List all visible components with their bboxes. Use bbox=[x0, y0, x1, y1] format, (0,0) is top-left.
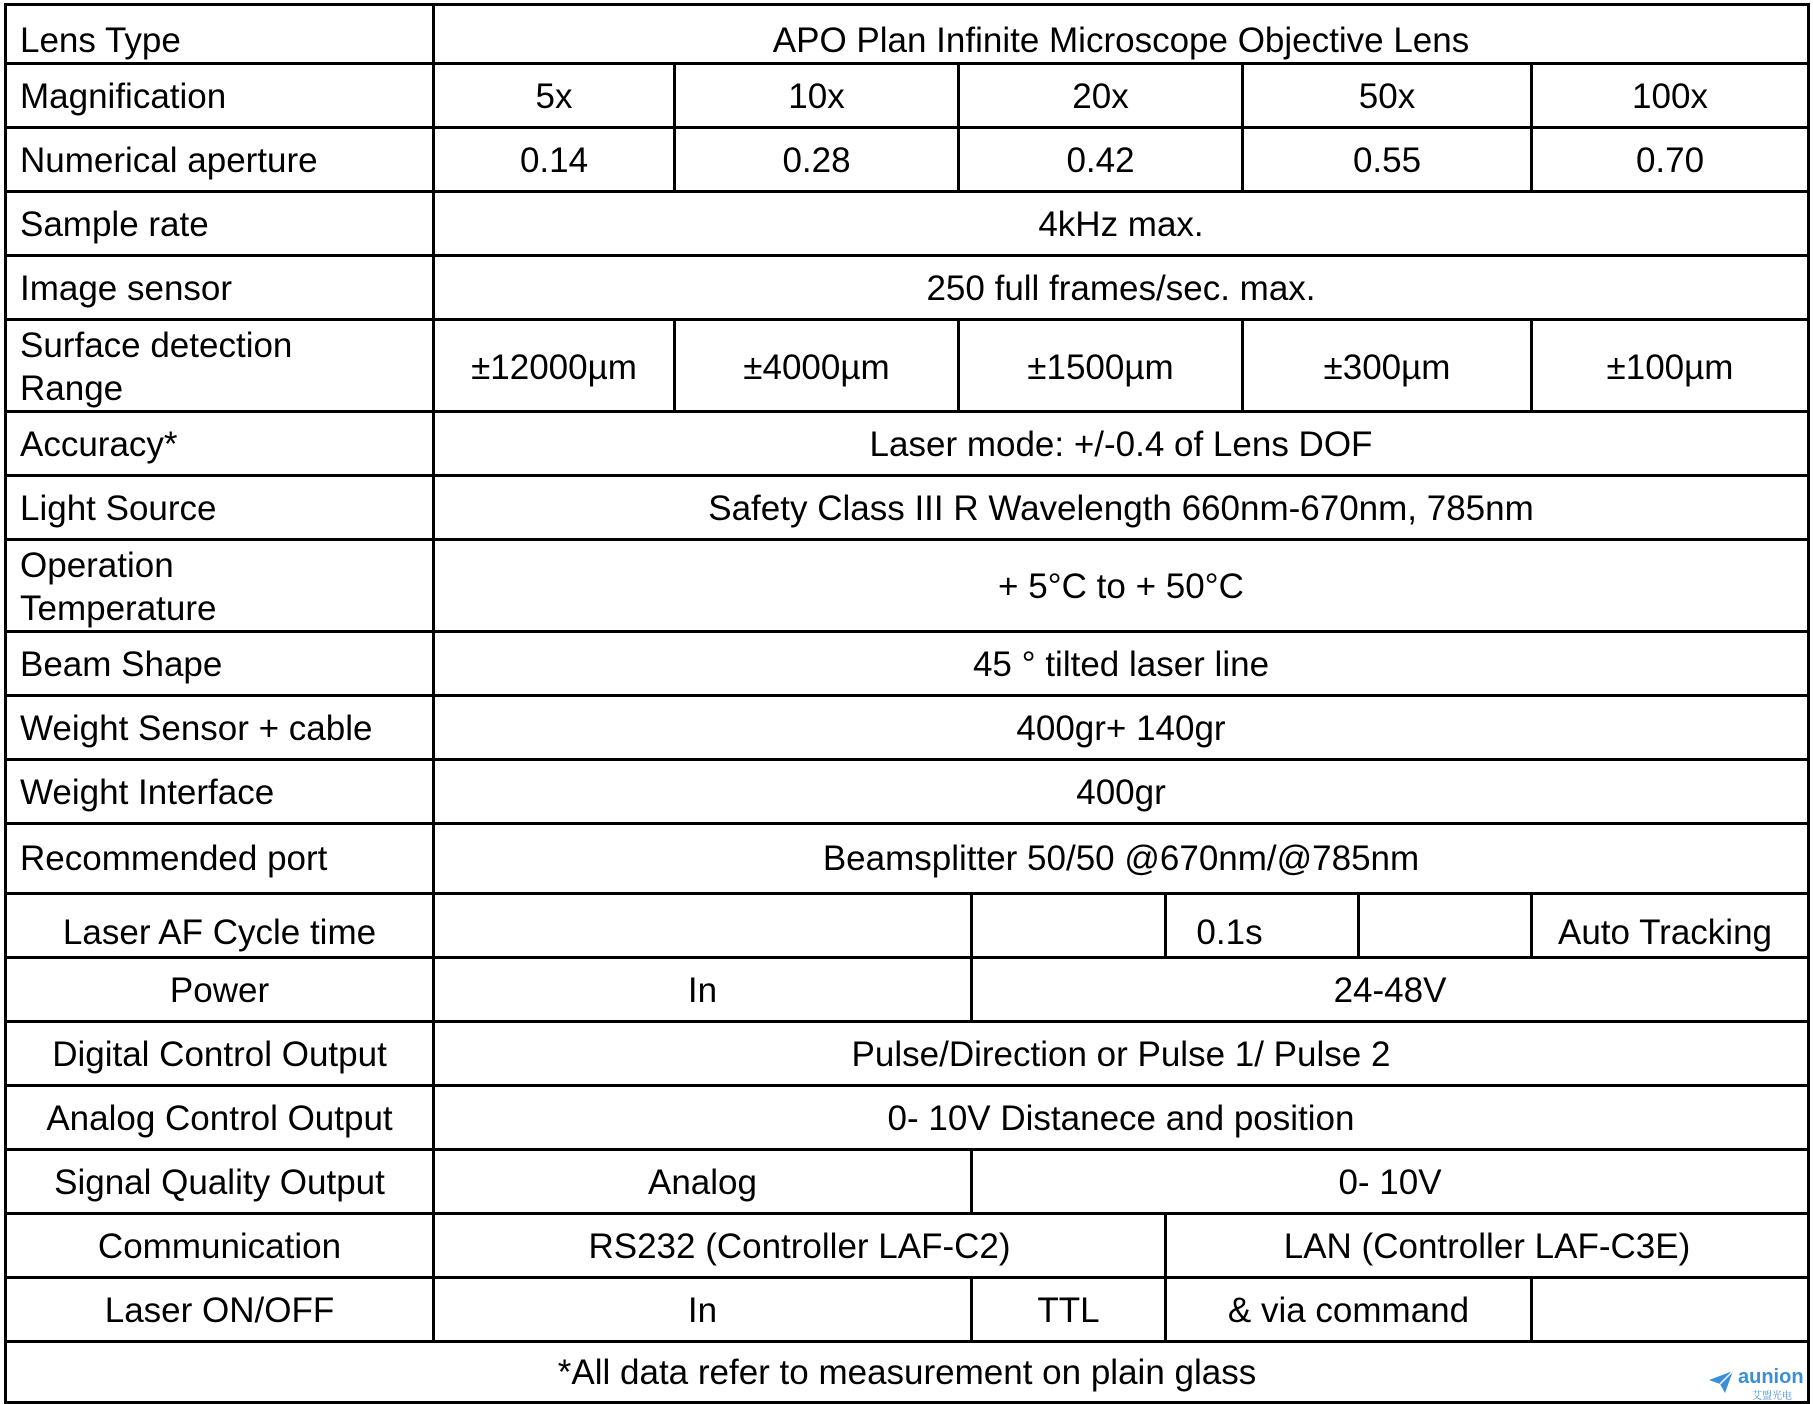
rule-h bbox=[4, 254, 1810, 257]
value-weight-sensor: 400gr+ 140gr bbox=[1016, 709, 1226, 748]
rule-h bbox=[4, 126, 1810, 129]
value-sample-rate: 4kHz max. bbox=[1038, 205, 1204, 244]
label-numerical-aperture: Numerical aperture bbox=[20, 141, 318, 180]
rule-h bbox=[4, 694, 1810, 697]
label-operation-temperature-line1: Operation bbox=[20, 546, 174, 585]
value-power: 24-48V bbox=[1333, 971, 1447, 1010]
value-range-5x: ±12000µm bbox=[471, 348, 637, 387]
rule-h bbox=[4, 892, 1810, 895]
label-analog-control: Analog Control Output bbox=[46, 1099, 393, 1138]
rule-h bbox=[4, 3, 1810, 6]
label-surface-detection-line2: Range bbox=[20, 369, 124, 408]
rule-h bbox=[4, 758, 1810, 761]
value-laser-af-mode: Auto Tracking bbox=[1558, 913, 1772, 952]
rule-h bbox=[4, 1276, 1810, 1279]
label-laser-af-cycle: Laser AF Cycle time bbox=[62, 913, 377, 952]
rule-v bbox=[1807, 3, 1810, 1404]
value-laser-on-off-command: & via command bbox=[1227, 1291, 1470, 1330]
value-weight-interface: 400gr bbox=[1076, 773, 1166, 812]
value-na-20x: 0.42 bbox=[1066, 141, 1135, 180]
value-light-source: Safety Class III R Wavelength 660nm-670nm, 785nm bbox=[708, 489, 1534, 528]
label-communication: Communication bbox=[97, 1227, 342, 1266]
value-range-50x: ±300µm bbox=[1323, 348, 1451, 387]
value-signal-quality: 0- 10V bbox=[1338, 1163, 1442, 1202]
value-recommended-port: Beamsplitter 50/50 @670nm/@785nm bbox=[822, 839, 1420, 878]
rule-v bbox=[1530, 892, 1533, 959]
value-na-50x: 0.55 bbox=[1352, 141, 1422, 180]
rule-h bbox=[4, 62, 1810, 65]
value-na-10x: 0.28 bbox=[782, 141, 851, 180]
rule-h bbox=[4, 538, 1810, 541]
value-communication-lan: LAN (Controller LAF-C3E) bbox=[1283, 1227, 1691, 1266]
label-beam-shape: Beam Shape bbox=[20, 645, 223, 684]
value-image-sensor: 250 full frames/sec. max. bbox=[926, 269, 1316, 308]
logo-subtitle-text: 艾盟光电 bbox=[1752, 1391, 1792, 1402]
value-magnification-5x: 5x bbox=[535, 77, 573, 116]
brand-logo bbox=[1708, 1366, 1808, 1402]
label-laser-on-off: Laser ON/OFF bbox=[104, 1291, 335, 1330]
label-operation-temperature-line2: Temperature bbox=[20, 589, 217, 628]
rule-h bbox=[4, 1148, 1810, 1151]
rule-h bbox=[4, 1212, 1810, 1215]
rule-h bbox=[4, 822, 1810, 825]
value-laser-af-cycle: 0.1s bbox=[1196, 913, 1263, 952]
rule-h bbox=[4, 1084, 1810, 1087]
label-weight-sensor: Weight Sensor + cable bbox=[20, 709, 373, 748]
value-digital-control: Pulse/Direction or Pulse 1/ Pulse 2 bbox=[851, 1035, 1391, 1074]
rule-h bbox=[4, 318, 1810, 321]
label-magnification: Magnification bbox=[20, 77, 227, 116]
value-na-100x: 0.70 bbox=[1635, 141, 1705, 180]
paper-plane-icon bbox=[1708, 1370, 1734, 1394]
value-beam-shape: 45 ° tilted laser line bbox=[972, 645, 1270, 684]
label-signal-quality: Signal Quality Output bbox=[54, 1163, 385, 1202]
rule-v bbox=[1530, 1276, 1533, 1343]
value-analog-control: 0- 10V Distanece and position bbox=[887, 1099, 1355, 1138]
value-operation-temperature: + 5°C to + 50°C bbox=[998, 567, 1244, 606]
value-range-100x: ±100µm bbox=[1606, 348, 1734, 387]
rule-h bbox=[4, 190, 1810, 193]
rule-h bbox=[4, 1020, 1810, 1023]
value-communication-rs232: RS232 (Controller LAF-C2) bbox=[588, 1227, 1011, 1266]
value-accuracy: Laser mode: +/-0.4 of Lens DOF bbox=[869, 425, 1373, 464]
rule-h bbox=[4, 1340, 1810, 1343]
logo-brand-text: aunion bbox=[1738, 1366, 1804, 1388]
rule-h bbox=[4, 474, 1810, 477]
value-signal-quality-type: Analog bbox=[648, 1163, 757, 1202]
value-magnification-20x: 20x bbox=[1072, 77, 1129, 116]
label-image-sensor: Image sensor bbox=[20, 269, 233, 308]
value-na-5x: 0.14 bbox=[519, 141, 589, 180]
rule-h bbox=[4, 410, 1810, 413]
value-lens-type: APO Plan Infinite Microscope Objective Lens bbox=[772, 21, 1470, 60]
value-magnification-10x: 10x bbox=[788, 77, 845, 116]
value-laser-on-off-in: In bbox=[687, 1291, 718, 1330]
rule-v bbox=[1357, 892, 1360, 959]
label-surface-detection-line1: Surface detection bbox=[20, 326, 293, 365]
rule-h bbox=[4, 630, 1810, 633]
label-recommended-port: Recommended port bbox=[20, 839, 328, 878]
value-power-in: In bbox=[687, 971, 718, 1010]
value-laser-on-off-ttl: TTL bbox=[1037, 1291, 1100, 1330]
label-digital-control: Digital Control Output bbox=[52, 1035, 387, 1074]
label-power: Power bbox=[169, 971, 270, 1010]
value-range-10x: ±4000µm bbox=[743, 348, 890, 387]
value-magnification-100x: 100x bbox=[1632, 77, 1708, 116]
footnote: *All data refer to measurement on plain glass bbox=[557, 1353, 1257, 1392]
label-accuracy: Accuracy* bbox=[20, 425, 178, 464]
label-light-source: Light Source bbox=[20, 489, 217, 528]
label-lens-type: Lens Type bbox=[20, 21, 181, 60]
label-sample-rate: Sample rate bbox=[20, 205, 209, 244]
rule-h bbox=[4, 956, 1810, 959]
label-weight-interface: Weight Interface bbox=[20, 773, 275, 812]
value-magnification-50x: 50x bbox=[1358, 77, 1416, 116]
value-range-20x: ±1500µm bbox=[1027, 348, 1174, 387]
